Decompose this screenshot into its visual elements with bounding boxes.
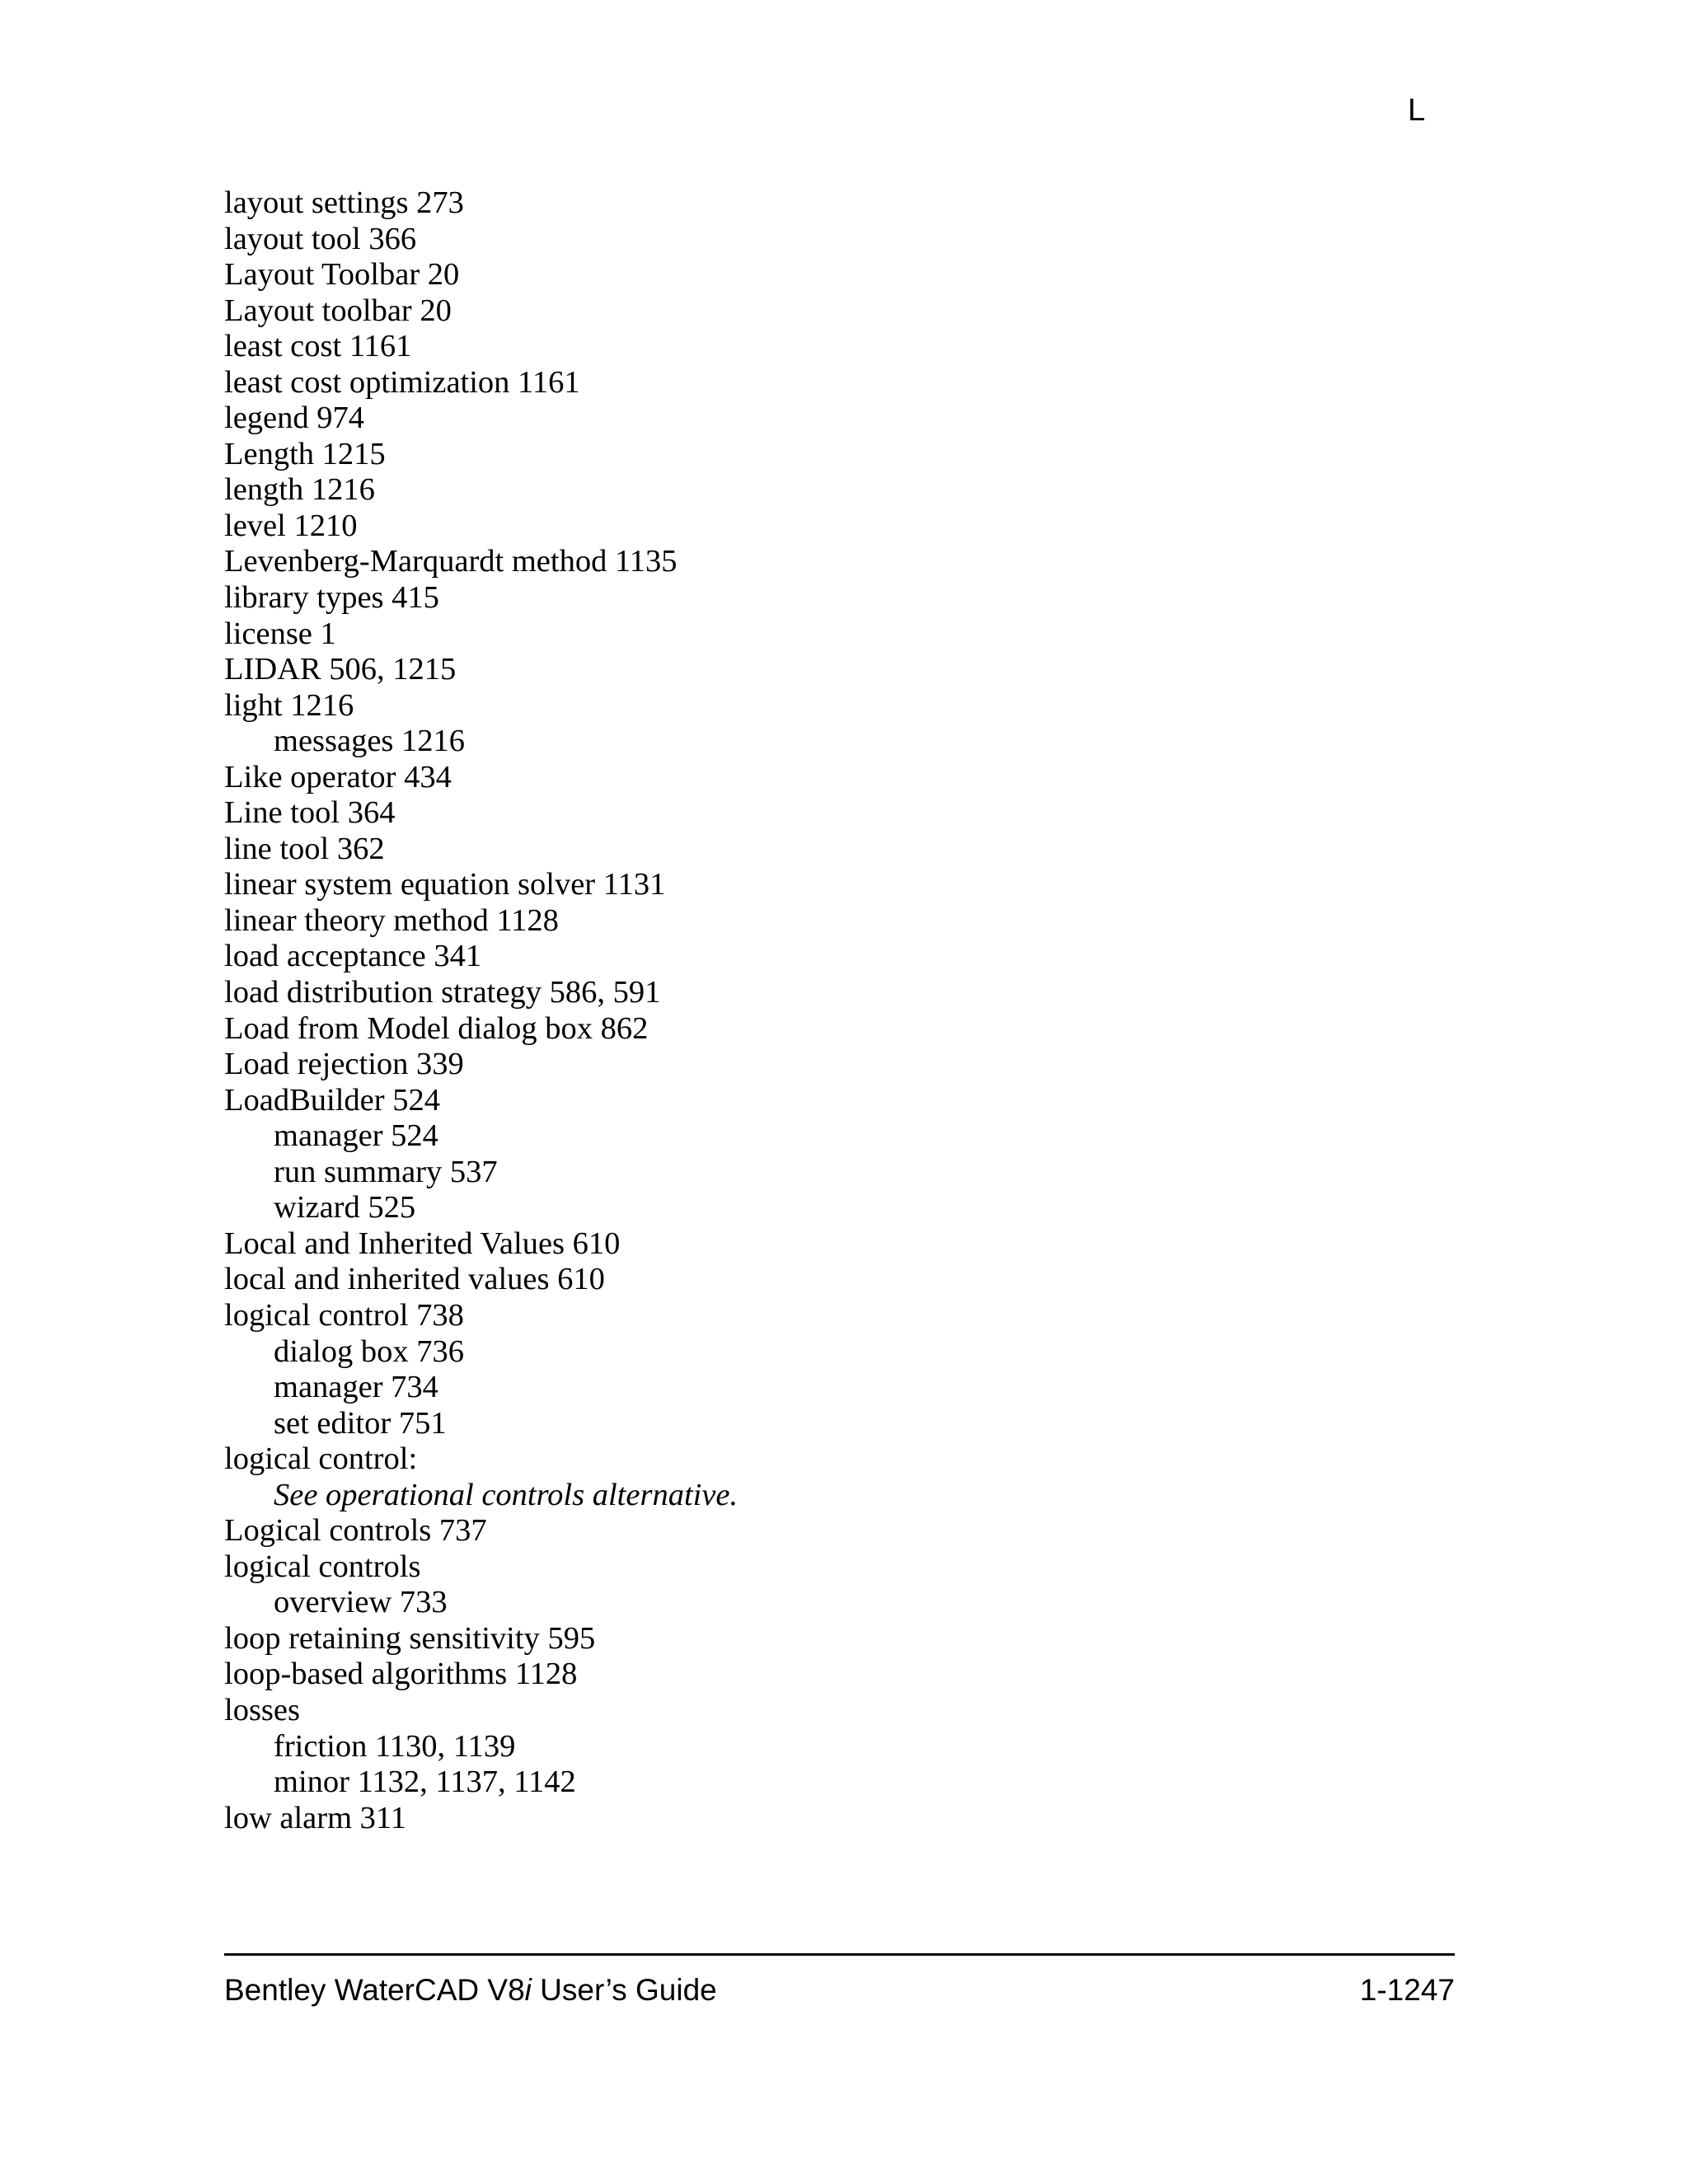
index-subentry: overview 733 [274, 1585, 448, 1620]
index-entry: Load from Model dialog box 862 [224, 1010, 649, 1046]
index-entry: level 1210 [224, 508, 358, 543]
index-entry: losses [224, 1692, 300, 1727]
index-see-reference: See operational controls alternative. [274, 1477, 738, 1512]
index-entry: Local and Inherited Values 610 [224, 1226, 621, 1261]
index-entry: low alarm 311 [224, 1800, 406, 1835]
index-subentry: run summary 537 [274, 1154, 498, 1189]
index-entry: length 1216 [224, 472, 375, 508]
index-entry: linear system equation solver 1131 [224, 867, 666, 902]
index-entry: Length 1215 [224, 436, 386, 471]
index-entry: logical control: [224, 1441, 418, 1477]
index-subentry: friction 1130, 1139 [274, 1728, 516, 1764]
index-entry: layout tool 366 [224, 221, 417, 256]
index-entry: loop-based algorithms 1128 [224, 1657, 578, 1692]
index-subentry: manager 734 [274, 1370, 438, 1405]
index-subentry: wizard 525 [274, 1190, 416, 1226]
index-entry: least cost 1161 [224, 329, 412, 364]
index-entry: library types 415 [224, 580, 439, 616]
index-entry: Like operator 434 [224, 759, 452, 794]
section-letter: L [1408, 93, 1426, 128]
index-entry: license 1 [224, 616, 336, 651]
index-entry: Load rejection 339 [224, 1047, 464, 1082]
index-subentry: messages 1216 [274, 724, 466, 759]
index-entry-list [224, 185, 1444, 1836]
index-entry: light 1216 [224, 687, 354, 723]
index-entry: Logical controls 737 [224, 1513, 487, 1549]
index-entry: least cost optimization 1161 [224, 364, 580, 400]
index-entry: Layout toolbar 20 [224, 293, 452, 328]
index-entry: logical control 738 [224, 1297, 464, 1333]
index-entry: local and inherited values 610 [224, 1262, 605, 1297]
index-entry: LoadBuilder 524 [224, 1082, 440, 1118]
index-entry: Levenberg-Marquardt method 1135 [224, 544, 678, 579]
index-entry: line tool 362 [224, 831, 385, 866]
footer-divider [224, 1953, 1455, 1956]
index-subentry: manager 524 [274, 1118, 438, 1154]
index-entry: layout settings 273 [224, 185, 464, 220]
index-subentry: minor 1132, 1137, 1142 [274, 1765, 576, 1800]
index-entry: LIDAR 506, 1215 [224, 652, 457, 687]
index-entry: Line tool 364 [224, 795, 396, 831]
index-entry: load acceptance 341 [224, 939, 482, 974]
index-subentry: set editor 751 [274, 1405, 447, 1441]
index-entry: legend 974 [224, 401, 364, 436]
index-entry: Layout Toolbar 20 [224, 257, 460, 293]
index-subentry: dialog box 736 [274, 1333, 464, 1369]
index-entry: logical controls [224, 1549, 421, 1584]
footer-book-title: Bentley WaterCAD V8i User’s Guide [224, 1973, 717, 2007]
index-entry: linear theory method 1128 [224, 902, 559, 938]
index-entry: loop retaining sensitivity 595 [224, 1620, 596, 1656]
footer-page-number: 1-1247 [1359, 1973, 1455, 2007]
index-entry: load distribution strategy 586, 591 [224, 975, 661, 1010]
